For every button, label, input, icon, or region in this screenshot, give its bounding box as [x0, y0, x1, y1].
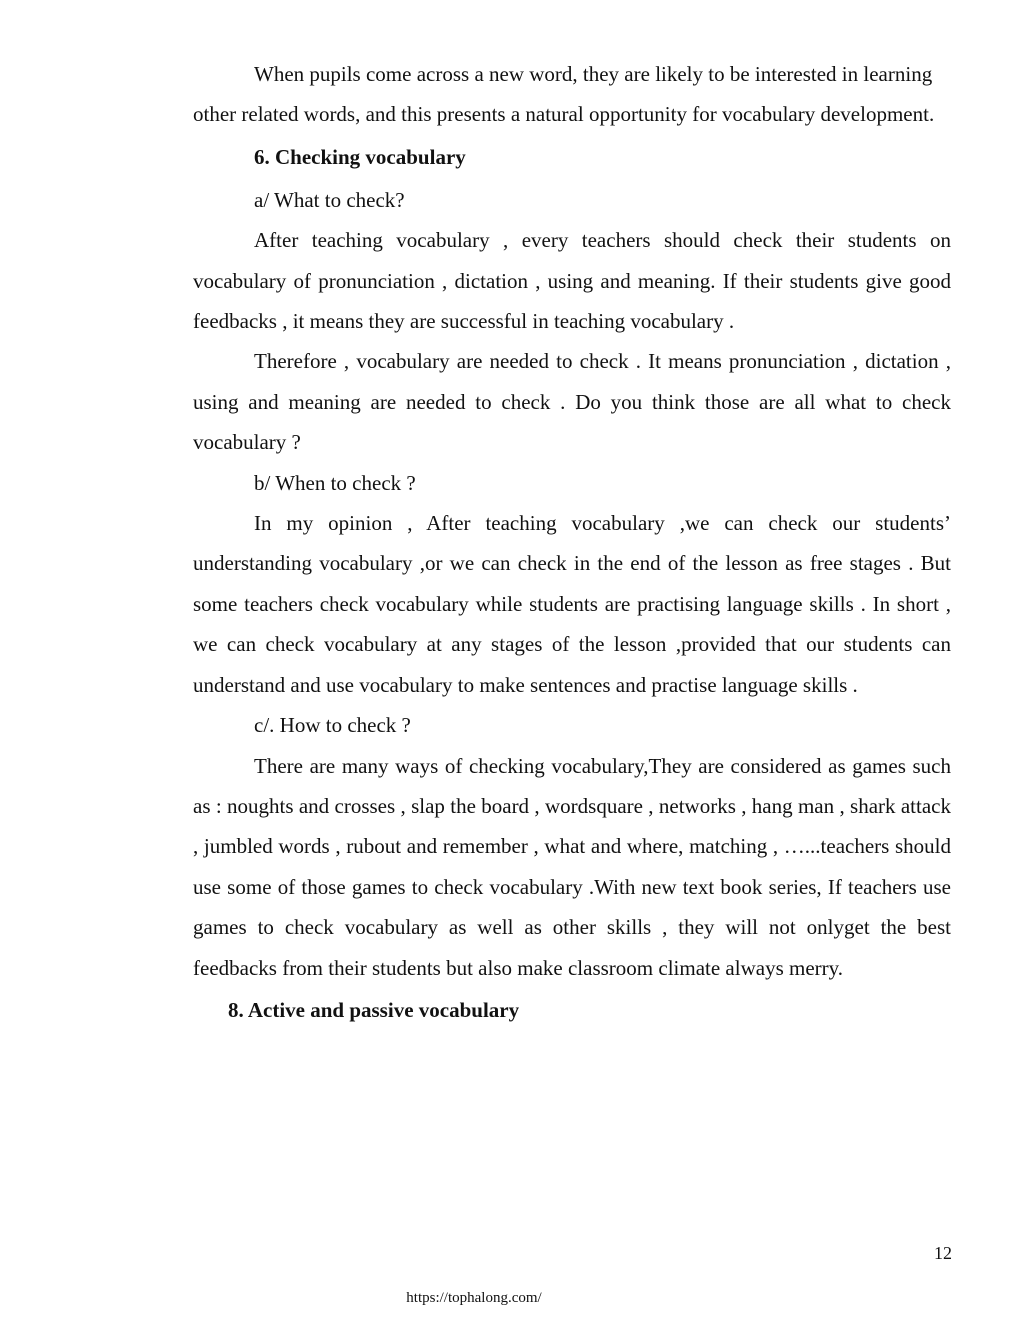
paragraph-what-to-check-1: After teaching vocabulary , every teachers should check their students on vocabulary of pronunciation , dictation , using and meaning. If their students give good feedbacks , it means they are successful in teaching vocabulary .	[193, 228, 951, 334]
paragraph-when-to-check: In my opinion , After teaching vocabulary ,we can check our students’ understanding vocabulary ,or we can check in the end of the lesson as free stages . But some teachers check vocabulary while students are practising language skills . In short , we can check vocabulary at any stages of the lesson ,provided that our students can understand and use vocabulary to make sentences and practise language skills .	[193, 511, 951, 697]
subheading-what-to-check: a/ What to check?	[254, 187, 405, 212]
page-number: 12	[934, 1243, 952, 1263]
paragraph-what-to-check-2: Therefore , vocabulary are needed to check . It means pronunciation , dictation , using and meaning are needed to check . Do you think those are all what to check vocabulary ?	[193, 349, 951, 455]
footer-url-link[interactable]: https://tophalong.com/	[406, 1290, 542, 1306]
paragraph-intro: When pupils come across a new word, they are likely to be interested in learning other related words, and this presents a natural opportunity for vocabulary development.	[193, 62, 935, 127]
subheading-how-to-check: c/. How to check ?	[254, 713, 411, 738]
subheading-when-to-check: b/ When to check ?	[254, 470, 416, 495]
paragraph-how-to-check: There are many ways of checking vocabulary,They are considered as games such as : noughts and crosses , slap the board , wordsquare , networks , hang man , shark attack , jumbled words , rubout and remember , what and where, matching , …...teachers should use some of those games to check vocabulary .With new text book series, If teachers use games to check vocabulary as well as other skills , they will not onlyget the best feedbacks from their students but also make classroom climate always merry.	[193, 753, 951, 980]
heading-checking-vocabulary: 6. Checking vocabulary	[254, 144, 466, 169]
heading-active-passive-vocabulary: 8. Active and passive vocabulary	[228, 997, 520, 1022]
document-body	[193, 54, 951, 1033]
